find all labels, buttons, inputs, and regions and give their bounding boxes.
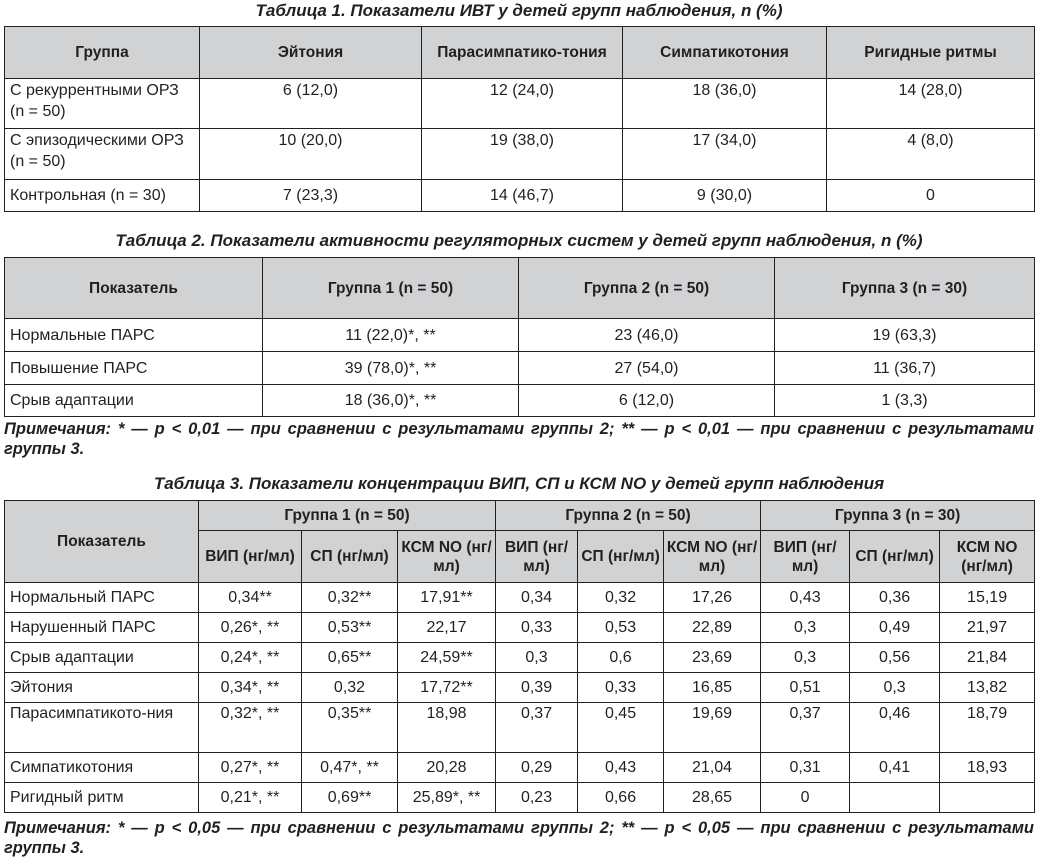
table-cell: 0,37 xyxy=(496,703,578,753)
table-cell: 13,82 xyxy=(940,673,1035,703)
table3-subheader-vip: ВИП (нг/мл) xyxy=(496,531,578,583)
table-cell: 11 (36,7) xyxy=(775,352,1035,385)
table1-row-label: С рекуррентными ОРЗ (n = 50) xyxy=(5,79,200,129)
table-cell: 21,04 xyxy=(664,753,761,783)
table-cell: 0,23 xyxy=(496,783,578,813)
table-cell: 0,36 xyxy=(850,583,940,613)
table3-row-label: Парасимпатикото-ния xyxy=(5,703,199,753)
table-cell: 6 (12,0) xyxy=(200,79,422,129)
table1-header-parasympathicotonia: Парасимпатико-тония xyxy=(422,27,623,79)
table-cell: 0,46 xyxy=(850,703,940,753)
table-cell: 20,28 xyxy=(398,753,496,783)
table-cell: 0,31 xyxy=(761,753,850,783)
table-cell: 0,47*, ** xyxy=(302,753,398,783)
table-row xyxy=(5,613,1035,643)
table3-row-label: Нарушенный ПАРС xyxy=(5,613,199,643)
table3-row-label: Симпатикотония xyxy=(5,753,199,783)
table3-subheader-vip: ВИП (нг/мл) xyxy=(761,531,850,583)
table1-caption: Таблица 1. Показатели ИВТ у детей групп наблюдения, n (%) xyxy=(255,1,783,20)
table-cell: 0,32 xyxy=(578,583,664,613)
table-cell: 0,27*, ** xyxy=(199,753,302,783)
table-cell: 0,3 xyxy=(761,613,850,643)
table3-row-label: Срыв адаптации xyxy=(5,643,199,673)
table2-caption: Таблица 2. Показатели активности регуляторных систем у детей групп наблюдения, n (%) xyxy=(115,231,923,250)
table-cell: 0,3 xyxy=(850,673,940,703)
table2-header-group2: Группа 2 (n = 50) xyxy=(519,258,775,319)
table-cell: 15,19 xyxy=(940,583,1035,613)
table-cell: 0,6 xyxy=(578,643,664,673)
table-cell: 10 (20,0) xyxy=(200,129,422,180)
table-cell: 28,65 xyxy=(664,783,761,813)
table-cell xyxy=(940,783,1035,813)
table-row xyxy=(5,753,1035,783)
table-cell: 0,39 xyxy=(496,673,578,703)
table2-row-label: Срыв адаптации xyxy=(5,385,263,417)
table-cell: 0,32** xyxy=(302,583,398,613)
table3-subheader-ksm-no: КСМ NO (нг/мл) xyxy=(940,531,1035,583)
table3-subheader-ksm-no: КСМ NO (нг/мл) xyxy=(398,531,496,583)
table2-header-indicator: Показатель xyxy=(5,258,263,319)
table-cell: 0,34** xyxy=(199,583,302,613)
table3-note: Примечания: * — p < 0,05 — при сравнении с результатами группы 2; ** — p < 0,05 — при сравнении с результатами группы 3. xyxy=(4,819,1034,857)
table-cell: 16,85 xyxy=(664,673,761,703)
table-cell: 14 (28,0) xyxy=(827,79,1035,129)
table-cell: 0,29 xyxy=(496,753,578,783)
table-cell: 0,65** xyxy=(302,643,398,673)
table-cell: 18,93 xyxy=(940,753,1035,783)
table-cell: 0 xyxy=(827,180,1035,212)
table-row xyxy=(5,583,1035,613)
table-cell: 17,91** xyxy=(398,583,496,613)
table3-row-label: Нормальный ПАРС xyxy=(5,583,199,613)
table3-subheader-sp: СП (нг/мл) xyxy=(578,531,664,583)
table-cell: 0,56 xyxy=(850,643,940,673)
table1-header-rigid-rhythms: Ригидные ритмы xyxy=(827,27,1035,79)
table-cell: 0,43 xyxy=(761,583,850,613)
table-row xyxy=(5,79,1035,129)
table3-subheader-ksm-no: КСМ NO (нг/мл) xyxy=(664,531,761,583)
table-cell: 14 (46,7) xyxy=(422,180,623,212)
table-cell: 19 (63,3) xyxy=(775,319,1035,352)
table-cell: 21,84 xyxy=(940,643,1035,673)
table-row xyxy=(5,319,1035,352)
table-cell: 0 xyxy=(761,783,850,813)
table-cell: 18 (36,0)*, ** xyxy=(263,385,519,417)
table-cell: 7 (23,3) xyxy=(200,180,422,212)
table3-header-group1: Группа 1 (n = 50) xyxy=(199,501,496,531)
table3-header-group2: Группа 2 (n = 50) xyxy=(496,501,761,531)
table-cell: 11 (22,0)*, ** xyxy=(263,319,519,352)
table-cell: 18,79 xyxy=(940,703,1035,753)
table-cell: 18,98 xyxy=(398,703,496,753)
table-cell: 0,45 xyxy=(578,703,664,753)
table-cell: 0,3 xyxy=(496,643,578,673)
table-row xyxy=(5,385,1035,417)
table-cell: 0,34 xyxy=(496,583,578,613)
table-cell: 23,69 xyxy=(664,643,761,673)
table-cell: 18 (36,0) xyxy=(623,79,827,129)
table1-header-group: Группа xyxy=(5,27,200,79)
table-cell: 19,69 xyxy=(664,703,761,753)
table-row xyxy=(5,643,1035,673)
table-cell: 0,51 xyxy=(761,673,850,703)
table3-row-label: Эйтония xyxy=(5,673,199,703)
table-row xyxy=(5,180,1035,212)
table2-row-label: Повышение ПАРС xyxy=(5,352,263,385)
table-cell: 0,26*, ** xyxy=(199,613,302,643)
table3-caption: Таблица 3. Показатели концентрации ВИП, СП и КСМ NO у детей групп наблюдения xyxy=(153,474,885,493)
table3-subheader-vip: ВИП (нг/мл) xyxy=(199,531,302,583)
table3-header-indicator: Показатель xyxy=(5,501,199,583)
table2 xyxy=(4,257,1035,417)
table-cell: 22,89 xyxy=(664,613,761,643)
table-row xyxy=(5,783,1035,813)
table3-subheader-sp: СП (нг/мл) xyxy=(302,531,398,583)
table-row xyxy=(5,129,1035,180)
table-cell: 0,32*, ** xyxy=(199,703,302,753)
table2-header-group3: Группа 3 (n = 30) xyxy=(775,258,1035,319)
table-cell: 17,72** xyxy=(398,673,496,703)
table-row xyxy=(5,352,1035,385)
table-cell: 27 (54,0) xyxy=(519,352,775,385)
table-cell: 23 (46,0) xyxy=(519,319,775,352)
table-cell: 19 (38,0) xyxy=(422,129,623,180)
table-cell: 4 (8,0) xyxy=(827,129,1035,180)
table-cell: 0,66 xyxy=(578,783,664,813)
table-cell: 0,3 xyxy=(761,643,850,673)
table-cell: 0,41 xyxy=(850,753,940,783)
table-cell: 0,53** xyxy=(302,613,398,643)
table1 xyxy=(4,26,1035,212)
table-cell: 25,89*, ** xyxy=(398,783,496,813)
table2-header-group1: Группа 1 (n = 50) xyxy=(263,258,519,319)
table-cell: 21,97 xyxy=(940,613,1035,643)
table-cell: 0,49 xyxy=(850,613,940,643)
table-cell: 12 (24,0) xyxy=(422,79,623,129)
table-cell: 1 (3,3) xyxy=(775,385,1035,417)
table-cell: 0,69** xyxy=(302,783,398,813)
table-cell: 0,24*, ** xyxy=(199,643,302,673)
table-cell: 0,53 xyxy=(578,613,664,643)
table1-header-eutonia: Эйтония xyxy=(200,27,422,79)
table1-header-sympathicotonia: Симпатикотония xyxy=(623,27,827,79)
table-cell: 0,33 xyxy=(496,613,578,643)
table3 xyxy=(4,500,1035,813)
table-cell: 0,21*, ** xyxy=(199,783,302,813)
table2-row-label: Нормальные ПАРС xyxy=(5,319,263,352)
table3-subheader-sp: СП (нг/мл) xyxy=(850,531,940,583)
table1-row-label: Контрольная (n = 30) xyxy=(5,180,200,212)
table-cell: 0,43 xyxy=(578,753,664,783)
table-cell: 0,35** xyxy=(302,703,398,753)
table-cell: 0,33 xyxy=(578,673,664,703)
table-cell: 39 (78,0)*, ** xyxy=(263,352,519,385)
table-cell: 22,17 xyxy=(398,613,496,643)
table-cell: 9 (30,0) xyxy=(623,180,827,212)
table3-header-group3: Группа 3 (n = 30) xyxy=(761,501,1035,531)
table-cell xyxy=(850,783,940,813)
table3-row-label: Ригидный ритм xyxy=(5,783,199,813)
table-cell: 24,59** xyxy=(398,643,496,673)
table-row xyxy=(5,673,1035,703)
table-cell: 17,26 xyxy=(664,583,761,613)
table1-row-label: С эпизодическими ОРЗ (n = 50) xyxy=(5,129,200,180)
table2-note: Примечания: * — p < 0,01 — при сравнении с результатами группы 2; ** — p < 0,01 — при сравнении с результатами группы 3. xyxy=(4,420,1034,458)
table-cell: 0,32 xyxy=(302,673,398,703)
table-cell: 17 (34,0) xyxy=(623,129,827,180)
table-cell: 0,34*, ** xyxy=(199,673,302,703)
table-cell: 0,37 xyxy=(761,703,850,753)
table-cell: 6 (12,0) xyxy=(519,385,775,417)
table-row xyxy=(5,703,1035,753)
